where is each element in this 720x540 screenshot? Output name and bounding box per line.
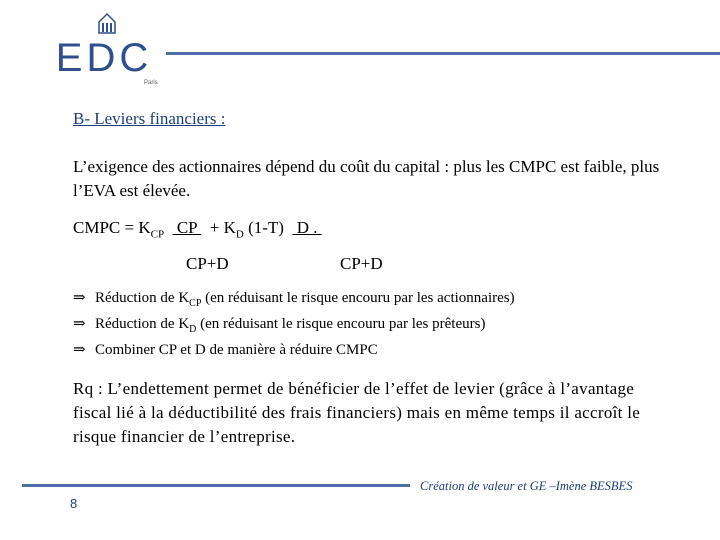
intro-paragraph: L’exigence des actionnaires dépend du coût du capital : plus les CMPC est faible, plus l’EVA est élevée. [73,157,660,200]
footer-divider [22,484,410,487]
formula-denominator-1: CP+D [186,254,229,273]
formula-sub-cp: CP [150,228,165,241]
remark-paragraph: Rq : L’endettement permet de bénéficier de l’effet de levier (grâce à l’avantage fiscal lié à la déductibilité des frais financiers) mais en même temps il accroît le risque financier de l’entreprise. [73,379,641,446]
implies-icon: ⇒ [73,316,86,332]
page-number: 8 [70,496,78,511]
cmpc-formula [73,218,322,240]
edc-logo [52,10,162,85]
list-item: ⇒ Réduction de $K_D$ (en réduisant le risque encouru par les prêteurs) [73,316,486,335]
implies-icon: ⇒ [73,290,86,306]
footer-credit: Création de valeur et GE –Imène BESBES [420,479,633,493]
formula-factor: (1-T) [248,218,284,237]
implies-icon: ⇒ [73,342,86,358]
logo-subtitle: Paris [144,80,158,86]
building-icon [96,12,118,34]
formula-numerator-d: D . [292,218,322,237]
formula-numerator-cp: CP [172,218,202,237]
section-title: B- Leviers financiers : [73,109,226,128]
list-item: ⇒ Réduction de $K_{CP}$ (en réduisant le risque encouru par les actionnaires) [73,290,515,309]
header-divider [166,52,720,55]
formula-plus: + K [209,218,236,237]
logo-text: EDC [55,36,153,80]
formula-sub-d: D [235,228,244,241]
formula-lhs: CMPC = K [73,218,151,237]
bullet-list [73,288,515,361]
list-item: ⇒ Combiner CP et D de manière à réduire CMPC [73,340,515,361]
formula-denominator-2: CP+D [340,254,383,273]
